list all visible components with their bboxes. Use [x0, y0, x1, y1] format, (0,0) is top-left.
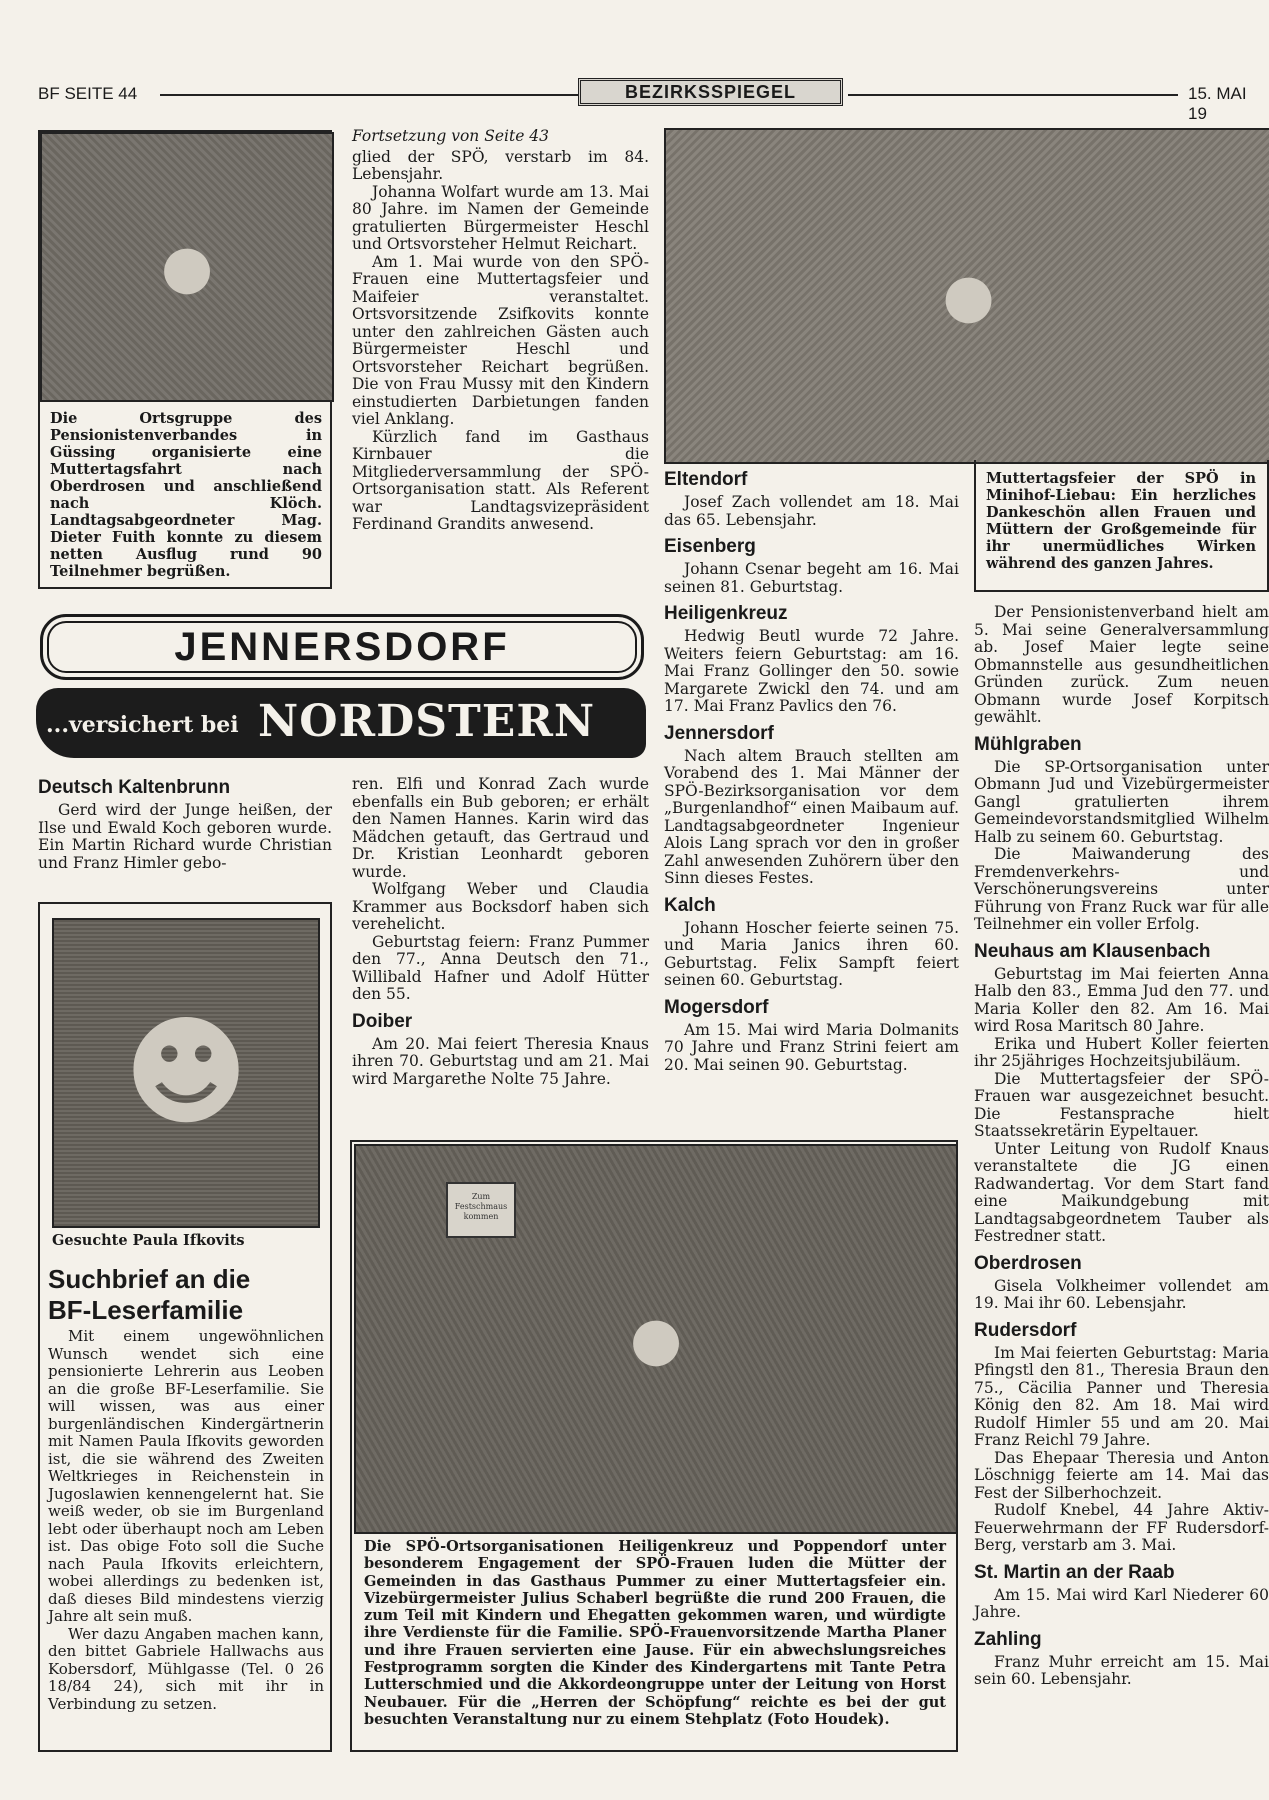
title-line: Suchbrief an die — [48, 1264, 251, 1294]
section-heading: Kalch — [664, 894, 716, 916]
paragraph: Am 15. Mai wird Maria Dolmanits 70 Jahre und Franz Strini feiert am 20. Mai seinen 90. Geburtstag. — [664, 1020, 959, 1074]
paragraph: glied der SPÖ, verstarb im 84. Lebensjahr. — [352, 147, 649, 183]
paragraph: ren. Elfi und Konrad Zach wurde ebenfalls ein Bub geboren; er erhält den Namen Hannes. Karin wird das Mädchen getauft, das Gertraud und Dr. Kristian Leonhardt geboren wurde. — [352, 775, 649, 881]
paragraph: Wer dazu Angaben machen kann, den bittet Gabriele Hallwachs aus Kobersdorf, Mühlgasse (Tel. 0 26 18/84 24), sich mit ihr in Verbindung zu setzen. — [48, 1624, 324, 1713]
paragraph: Unter Leitung von Rudolf Knaus veranstaltete die JG einen Radwandertag. Vor dem Start fand eine Maikundgebung mit Landtagsabgeordnetem Tauber als Festredner statt. — [974, 1139, 1269, 1245]
paragraph: Im Mai feierten Geburtstag: Maria Pfingstl den 81., Theresia Braun den 75., Cäcilia Panner und Theresia König den 82. Am 18. Mai wird Rudolf Himler 55 und am 20. Mai Franz Reichl 79 Jahre. — [974, 1343, 1269, 1449]
minihof-caption: Muttertagsfeier der SPÖ in Minihof-Liebau: Ein herzliches Dankeschön allen Frauen und Müttern der Großgemeinde für ihr unermüdliches Wirken während des ganzen Jahres. — [986, 470, 1256, 572]
section-heading: Eisenberg — [664, 536, 756, 557]
col4-briefs — [974, 604, 1269, 1689]
col3-briefs — [664, 468, 959, 1074]
portrait-caption: Gesuchte Paula Ifkovits — [52, 1232, 245, 1249]
masthead: BEZIRKSSPIEGEL — [578, 78, 843, 106]
heiligenkreuz-photo — [354, 1144, 958, 1534]
paragraph: Geburtstag feiern: Franz Pummer den 77., Anna Deutsch den 71., Willibald Hafner und Adolf Hütter den 55. — [352, 932, 649, 1003]
paragraph: Johanna Wolfart wurde am 13. Mai 80 Jahre. im Namen der Gemeinde gratulierten Bürgermeister Heschl und Ortsvorsteher Helmut Reichart. — [352, 182, 649, 253]
sponsor-bar — [36, 688, 646, 758]
photo-placeholder-icon: ● — [942, 261, 995, 331]
paragraph: Erika und Hubert Koller feierten ihr 25jähriges Hochzeitsjubiläum. — [974, 1034, 1269, 1070]
paragraph: Rudolf Knebel, 44 Jahre Aktiv-Feuerwehrmann der FF Rudersdorf-Berg, verstarb am 3. Mai. — [974, 1501, 1269, 1554]
continued-note: Fortsetzung von Seite 43 — [352, 127, 550, 145]
paragraph: Die SP-Ortsorganisation unter Obmann Jud und Vizebürgermeister Gangl gratulierten ihrem Gemeindevorstandsmitglied Wilhelm Halb zu seinem 60. Geburtstag. — [974, 757, 1269, 846]
paragraph: Nach altem Brauch stellten am Vorabend des 1. Mai Männer der SPÖ-Bezirksorganisation vor dem „Burgenlandhof“ einen Maibaum auf. Landtagsabgeordneter Ingenieur Alois Lang sprach vor den in großer Zahl anwesenden Zuhörern über den Sinn dieses Festes. — [664, 746, 959, 887]
pensioner-photo — [40, 132, 334, 402]
paragraph: Am 15. Mai wird Karl Niederer 60 Jahre. — [974, 1585, 1269, 1621]
paragraph: Das Ehepaar Theresia und Anton Löschnigg feierte am 14. Mai das Fest der Silberhochzeit. — [974, 1448, 1269, 1502]
paragraph: Johann Csenar begeht am 16. Mai seinen 81. Geburtstag. — [664, 560, 959, 596]
section-heading: St. Martin an der Raab — [974, 1561, 1175, 1583]
jennersdorf-banner — [36, 614, 650, 764]
photo-placeholder-icon: ● — [160, 232, 214, 302]
header-rule-left — [160, 94, 578, 96]
paragraph: Die Muttertagsfeier der SPÖ-Frauen war ausgezeichnet besucht. Die Festansprache hielt Staatssekretärin Eypeltauer. — [974, 1069, 1269, 1140]
section-heading: Eltendorf — [664, 469, 748, 490]
section-heading: Deutsch Kaltenbrunn — [38, 777, 231, 798]
minihof-photo — [664, 128, 1269, 464]
paragraph: Josef Zach vollendet am 18. Mai das 65. Lebensjahr. — [664, 493, 959, 529]
section-heading: Oberdrosen — [974, 1252, 1082, 1274]
section-heading: Rudersdorf — [974, 1319, 1077, 1341]
kaltenbrunn-continued — [352, 776, 649, 1088]
paragraph: Gisela Volkheimer vollendet am 19. Mai ihr 60. Lebensjahr. — [974, 1276, 1269, 1312]
suchbrief-body — [48, 1328, 324, 1713]
paragraph: Gerd wird der Junge heißen, der Ilse und Ewald Koch geboren wurde. Ein Martin Richard wurde Christian und Franz Himler gebo- — [38, 801, 332, 872]
wall-sign: Zum Festschmaus kommen — [446, 1182, 516, 1238]
section-heading: Zahling — [974, 1628, 1042, 1650]
photo-placeholder-icon: ● — [629, 1304, 683, 1374]
paragraph: Geburtstag im Mai feierten Anna Halb den 83., Emma Jud den 77. und Maria Koller den 82. Am 16. Mai wird Rosa Maritsch 80 Jahre. — [974, 964, 1269, 1035]
paragraph: Hedwig Beutl wurde 72 Jahre. Weiters feiern Geburtstag: am 16. Mai Franz Gollinger den 50. sowie Margarete Zwickl den 74. und am 17. Mai Franz Pavlics den 76. — [664, 627, 959, 715]
section-heading: Neuhaus am Klausenbach — [974, 940, 1211, 962]
banner-title: JENNERSDORF — [40, 614, 644, 680]
sponsor-prefix: ...versichert bei — [46, 712, 239, 738]
paragraph: Kürzlich fand im Gasthaus Kirnbauer die Mitgliederversammlung der SPÖ-Ortsorganisation statt. Als Referent war Landtagsvizepräsident Ferdinand Grandits anwesend. — [352, 427, 649, 533]
paragraph: Johann Hoscher feierte seinen 75. und Maria Janics ihren 60. Geburtstag. Felix Sampft feiert seinen 60. Geburtstag. — [664, 918, 959, 989]
section-heading: Jennersdorf — [664, 722, 774, 744]
portrait-photo — [52, 918, 320, 1228]
section-heading: Mühlgraben — [974, 733, 1082, 755]
continued-article — [352, 128, 649, 534]
kaltenbrunn-article — [38, 776, 332, 872]
paragraph: Franz Muhr erreicht am 15. Mai sein 60. Lebensjahr. — [974, 1652, 1269, 1688]
title-line: BF-Leserfamilie — [48, 1295, 244, 1325]
header-rule-right — [848, 94, 1178, 96]
paragraph: Am 20. Mai feiert Theresia Knaus ihren 70. Geburtstag und am 21. Mai wird Margarethe Nolte 75 Jahre. — [352, 1034, 649, 1088]
sponsor-name: NORDSTERN — [258, 696, 596, 747]
suchbrief-title — [48, 1264, 324, 1326]
page-date: 15. MAI 19 — [1188, 84, 1247, 123]
page-number: BF SEITE 44 — [38, 84, 138, 103]
heiligenkreuz-caption: Die SPÖ-Ortsorganisationen Heiligenkreuz und Poppendorf unter besonderem Engagement der SPÖ-Frauen luden die Mütter der Gemeinden in das Gasthaus Pummer zu einer Muttertagsfeier ein. Vizebürgermeister Julius Schaberl begrüßte die rund 200 Frauen, die zum Teil mit Kindern und Ehegatten gekommen waren, und würdigte ihre Verdienste für die Familie. SPÖ-Frauenvorsitzende Martha Planer und ihre Frauen servierten eine Jause. Für ein abwechslungsreiches Festprogramm sorgten die Kinder des Kindergartens mit Tante Petra Lutterschmied und die Akkordeongruppe unter der Leitung von Horst Neubauer. Für die „Herren der Schöpfung“ reichte es bei der gut besuchten Veranstaltung nur zu einem Stehplatz (Foto Houdek). — [364, 1538, 946, 1728]
paragraph: Die Maiwanderung des Fremdenverkehrs- und Verschönerungsvereins unter Führung von Franz Ruck war für alle Teilnehmer ein voller Erfolg. — [974, 845, 1269, 933]
page-header — [38, 78, 1269, 123]
pensioner-photo-caption: Die Ortsgruppe des Pensionistenverbandes in Güssing organisierte eine Muttertagsfahrt nach Oberdrosen und anschließend nach Klöch. Landtagsabgeordneter Mag. Dieter Fuith konnte zu diesem netten Ausflug rund 90 Teilnehmer begrüßen. — [50, 410, 322, 580]
section-heading: Heiligenkreuz — [664, 603, 788, 624]
person-icon: ☻ — [123, 1003, 249, 1143]
section-heading: Doiber — [352, 1010, 413, 1032]
paragraph: Wolfgang Weber und Claudia Krammer aus Bocksdorf haben sich verehelicht. — [352, 880, 649, 933]
section-heading: Mogersdorf — [664, 996, 769, 1018]
paragraph: Mit einem ungewöhnlichen Wunsch wendet sich eine pensionierte Lehrerin aus Leoben an die große BF-Leserfamilie. Sie will wissen, was aus einer burgenländischen Kindergärtnerin mit Namen Paula Ifkovits geworden ist, die sie während des Zweiten Weltkrieges in Reichenstein in Jugoslawien kennengelernt hat. Sie weiß weder, ob sie im Burgenland lebt oder überhaupt noch am Leben ist. Das obige Foto soll die Suche nach Paula Ifkovits erleichtern, wobei allerdings zu bedenken ist, daß dieses Bild mindestens vierzig Jahre alt sein muß. — [48, 1327, 324, 1625]
paragraph: Der Pensionistenverband hielt am 5. Mai seine Generalversammlung ab. Josef Maier legte seine Obmannstelle aus gesundheitlichen Gründen zurück. Zum neuen Obmann wurde Josef Korpitsch gewählt. — [974, 603, 1269, 726]
paragraph: Am 1. Mai wurde von den SPÖ-Frauen eine Muttertagsfeier und Maifeier veranstaltet. Ortsvorsitzende Zsifkovits konnte unter den zahlreichen Gästen auch Bürgermeister Heschl und Ortsvorsteher Reichart begrüßen. Die von Frau Mussy mit den Kindern einstudierten Darbietungen fanden viel Anklang. — [352, 252, 649, 428]
